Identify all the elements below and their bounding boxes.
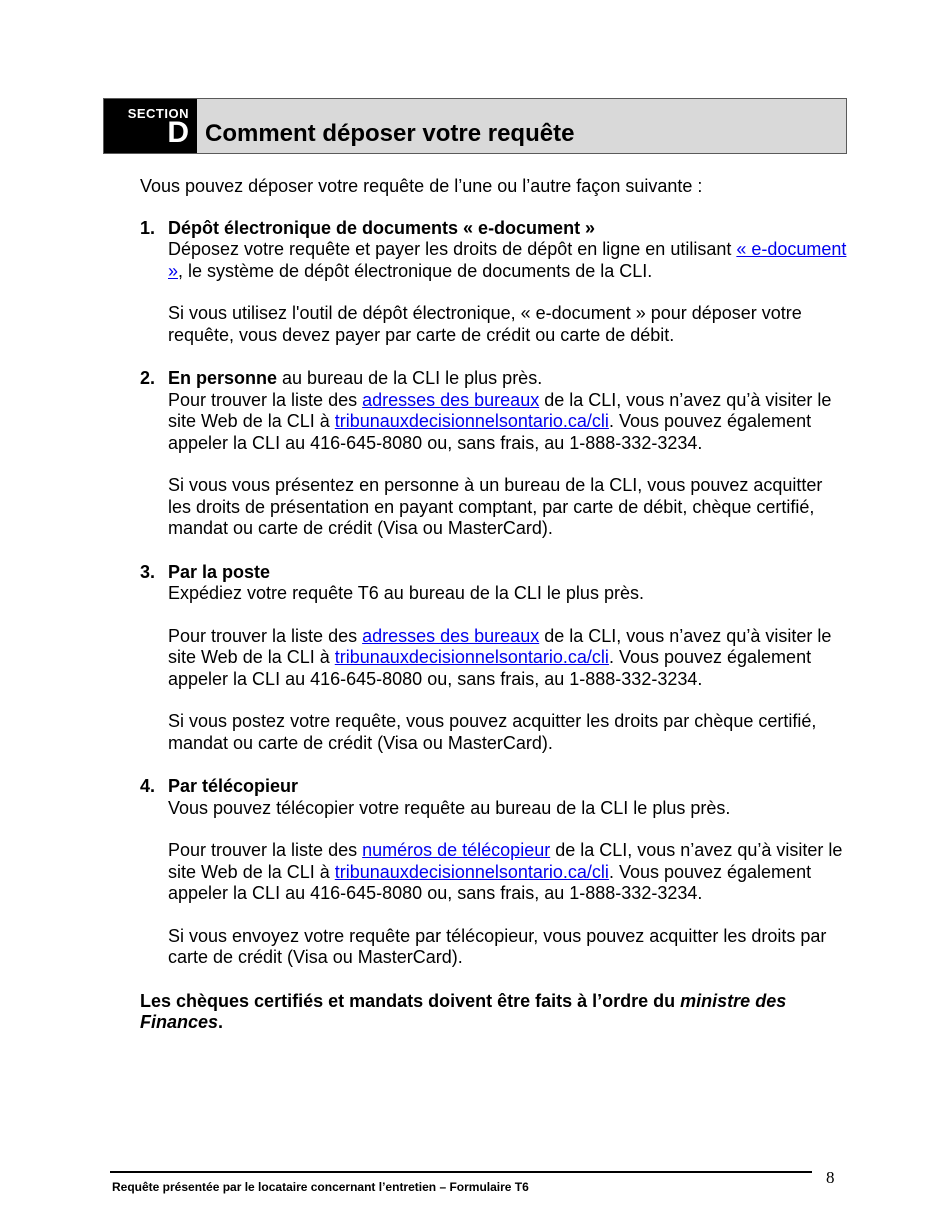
item-paragraph: Vous pouvez télécopier votre requête au bureau de la CLI le plus près. (168, 797, 731, 818)
heading-rest: au bureau de la CLI le plus près. (277, 368, 543, 388)
text-run: Déposez votre requête et payer les droits de dépôt en ligne en utilisant (168, 239, 737, 259)
filing-method-electronic (140, 218, 850, 347)
text-run: de la CLI, vous n’avez qu’à visiter le site Web de la CLI à (168, 389, 832, 431)
footer-divider (110, 1171, 812, 1173)
text-run: , le système de dépôt électronique de documents de la CLI. (178, 260, 653, 281)
payee-name: ministre des Finances (140, 990, 787, 1032)
section-badge (104, 99, 197, 153)
text-run: de la CLI, vous n’avez qu’à visiter le site Web de la CLI à (168, 625, 832, 667)
text-run: . Vous pouvez également appeler la CLI au 416-645-8080 ou, sans frais, au 1-888-332-3234. (168, 861, 812, 903)
item-paragraph: Si vous vous présentez en personne à un bureau de la CLI, vous pouvez acquitter les droits de présentation en payant comptant, par carte de débit, chèque certifié, mandat ou carte de crédit (Visa ou MasterCard). (168, 475, 823, 538)
item-number: 3. (140, 561, 156, 582)
filing-method-in-person (140, 368, 850, 540)
closing-note (140, 991, 850, 1034)
fax-numbers-link[interactable]: numéros de télécopieur (362, 840, 551, 860)
filing-method-mail (140, 562, 850, 755)
footer-form-title: Requête présentée par le locataire concernant l’entretien – Formulaire T6 (112, 1180, 529, 1194)
item-number: 2. (140, 368, 156, 388)
text-run: . Vous pouvez également appeler la CLI au 416-645-8080 ou, sans frais, au 1-888-332-3234. (168, 647, 812, 689)
e-document-link[interactable]: « e-document » (168, 239, 847, 281)
text-run: . Vous pouvez également appeler la CLI au 416-645-8080 ou, sans frais, au 1-888-332-3234. (168, 411, 812, 453)
item-heading: Par la poste (168, 561, 271, 582)
item-heading (168, 368, 850, 390)
tribunal-website-link[interactable]: tribunauxdecisionnelsontario.ca/cli (334, 647, 609, 667)
item-paragraph (168, 626, 850, 691)
tribunal-website-link[interactable]: tribunauxdecisionnelsontario.ca/cli (334, 411, 609, 431)
item-paragraph: Si vous postez votre requête, vous pouvez acquitter les droits par chèque certifié, mandat ou carte de crédit (Visa ou MasterCard). (168, 711, 817, 753)
section-letter: D (167, 116, 189, 149)
item-paragraph: Expédiez votre requête T6 au bureau de la CLI le plus près. (168, 583, 644, 603)
section-content (140, 176, 850, 1034)
text-run: Pour trouver la liste des (168, 840, 363, 860)
filing-method-fax (140, 776, 850, 969)
item-paragraph (168, 390, 850, 455)
page-number: 8 (826, 1168, 835, 1187)
tribunal-website-link[interactable]: tribunauxdecisionnelsontario.ca/cli (334, 861, 609, 882)
text-run: Pour trouver la liste des (168, 389, 363, 410)
intro-text: Vous pouvez déposer votre requête de l’une ou l’autre façon suivante : (140, 176, 703, 196)
item-heading: Par télécopieur (168, 776, 299, 796)
text-run: Les chèques certifiés et mandats doivent être faits à l’ordre du (140, 990, 681, 1011)
text-run: de la CLI, vous n’avez qu’à visiter le site Web de la CLI à (168, 840, 843, 882)
item-paragraph: Si vous utilisez l'outil de dépôt électronique, « e-document » pour déposer votre requête, vous devez payer par carte de crédit ou carte de débit. (168, 303, 802, 345)
section-word: SECTION (127, 106, 189, 121)
section-header (103, 98, 847, 154)
heading-bold: En personne (168, 368, 278, 388)
text-run: Pour trouver la liste des (168, 625, 363, 646)
item-number: 1. (140, 217, 156, 238)
text-run: . (218, 1012, 224, 1032)
item-paragraph (168, 239, 850, 282)
office-addresses-link[interactable]: adresses des bureaux (362, 625, 540, 646)
item-number: 4. (140, 776, 156, 796)
office-addresses-link[interactable]: adresses des bureaux (362, 389, 540, 410)
section-title: Comment déposer votre requête (205, 120, 575, 147)
item-paragraph (168, 840, 850, 905)
item-heading: Dépôt électronique de documents « e-document » (168, 217, 596, 238)
item-paragraph: Si vous envoyez votre requête par télécopieur, vous pouvez acquitter les droits par carte de crédit (Visa ou MasterCard). (168, 925, 827, 967)
